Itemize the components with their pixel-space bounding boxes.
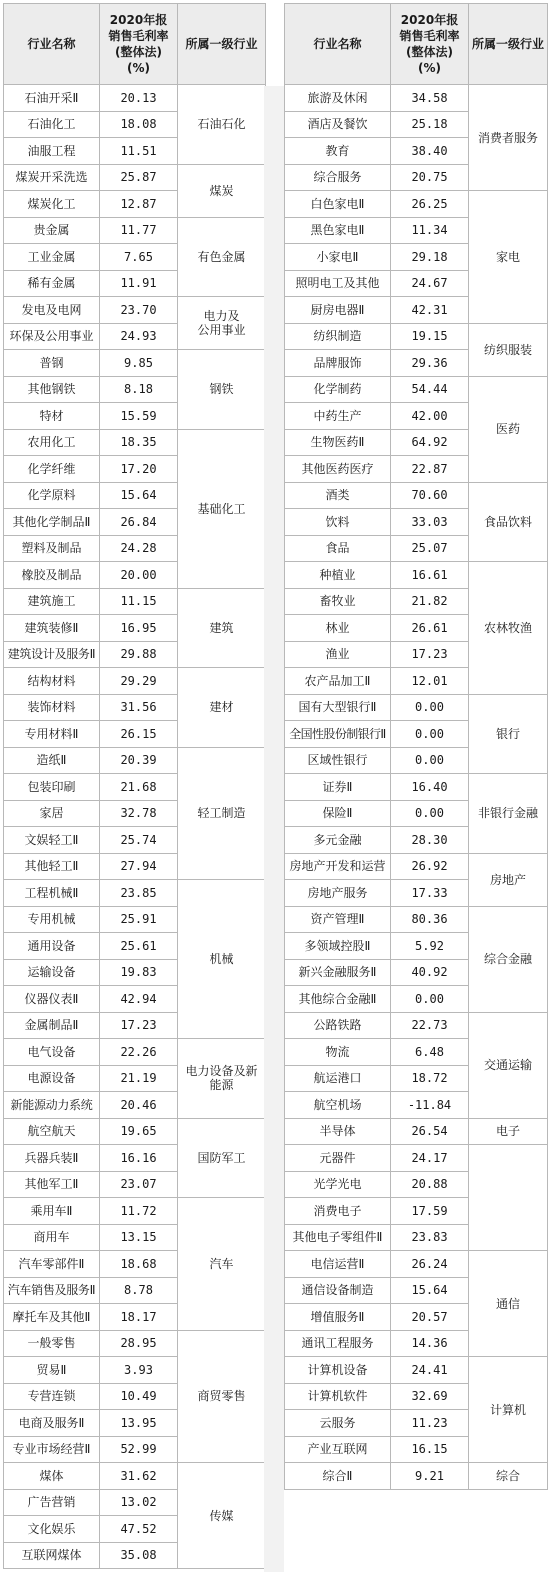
- industry-name-cell: 煤体: [4, 1463, 100, 1490]
- industry-name-cell: 乘用车Ⅱ: [4, 1198, 100, 1225]
- level1-industry-cell: 通信: [469, 1251, 548, 1357]
- gross-margin-cell: 20.39: [100, 747, 178, 774]
- header-level1-industry: 所属一级行业: [178, 4, 266, 85]
- gross-margin-cell: 26.61: [391, 615, 469, 642]
- industry-name-cell: 贵金属: [4, 217, 100, 244]
- industry-name-cell: 酒类: [285, 482, 391, 509]
- gross-margin-cell: 11.72: [100, 1198, 178, 1225]
- level1-industry-cell: 计算机: [469, 1357, 548, 1463]
- gross-margin-cell: 29.18: [391, 244, 469, 271]
- table-row: [4, 164, 266, 191]
- gross-margin-cell: 18.17: [100, 1304, 178, 1331]
- industry-name-cell: 专用材料Ⅱ: [4, 721, 100, 748]
- gross-margin-cell: 28.30: [391, 827, 469, 854]
- header-gross-margin: 2020年报 销售毛利率 (整体法) (%): [100, 4, 178, 85]
- industry-name-cell: 橡胶及制品: [4, 562, 100, 589]
- level1-industry-cell: 商贸零售: [178, 1330, 266, 1463]
- table-row: [4, 1198, 266, 1225]
- gross-margin-cell: 25.07: [391, 535, 469, 562]
- level1-industry-cell: 消费者服务: [469, 85, 548, 191]
- table-row: [285, 853, 548, 880]
- level1-industry-cell: 建筑: [178, 588, 266, 668]
- table-row: [285, 906, 548, 933]
- gross-margin-cell: 16.40: [391, 774, 469, 801]
- gross-margin-cell: 18.68: [100, 1251, 178, 1278]
- gross-margin-cell: 20.00: [100, 562, 178, 589]
- header-row: [4, 4, 266, 85]
- gross-margin-cell: 16.61: [391, 562, 469, 589]
- industry-name-cell: 多元金融: [285, 827, 391, 854]
- industry-name-cell: 增值服务Ⅱ: [285, 1304, 391, 1331]
- industry-name-cell: 运输设备: [4, 959, 100, 986]
- industry-name-cell: 生物医药Ⅱ: [285, 429, 391, 456]
- table-row: [285, 1357, 548, 1384]
- gross-margin-cell: 17.23: [100, 1012, 178, 1039]
- industry-name-cell: 新兴金融服务Ⅱ: [285, 959, 391, 986]
- industry-name-cell: 其他电子零组件Ⅱ: [285, 1224, 391, 1251]
- gross-margin-cell: 26.24: [391, 1251, 469, 1278]
- gross-margin-cell: 70.60: [391, 482, 469, 509]
- industry-name-cell: 渔业: [285, 641, 391, 668]
- gross-margin-cell: 25.91: [100, 906, 178, 933]
- industry-name-cell: 石油开采Ⅱ: [4, 85, 100, 112]
- gross-margin-cell: 23.70: [100, 297, 178, 324]
- gross-margin-cell: 24.67: [391, 270, 469, 297]
- gross-margin-cell: 24.93: [100, 323, 178, 350]
- gross-margin-cell: 26.84: [100, 509, 178, 536]
- industry-name-cell: 专营连锁: [4, 1383, 100, 1410]
- table-row: [4, 1330, 266, 1357]
- table-row: [285, 1145, 548, 1172]
- industry-name-cell: 农用化工: [4, 429, 100, 456]
- industry-name-cell: 其他化学制品Ⅱ: [4, 509, 100, 536]
- gross-margin-cell: 17.33: [391, 880, 469, 907]
- level1-industry-cell: 交通运输: [469, 1012, 548, 1118]
- industry-name-cell: 其他钢铁: [4, 376, 100, 403]
- industry-name-cell: 电气设备: [4, 1039, 100, 1066]
- gross-margin-cell: 31.62: [100, 1463, 178, 1490]
- industry-name-cell: 普钢: [4, 350, 100, 377]
- industry-name-cell: 公路铁路: [285, 1012, 391, 1039]
- gross-margin-cell: 11.51: [100, 138, 178, 165]
- industry-name-cell: 文娱轻工Ⅱ: [4, 827, 100, 854]
- table-row: [285, 562, 548, 589]
- gross-margin-cell: 35.08: [100, 1542, 178, 1569]
- table-row: [285, 376, 548, 403]
- level1-industry-cell: 电子: [469, 1118, 548, 1145]
- industry-name-cell: 环保及公用事业: [4, 323, 100, 350]
- gross-margin-cell: 15.64: [100, 482, 178, 509]
- gross-margin-cell: 12.01: [391, 668, 469, 695]
- table-row: [4, 880, 266, 907]
- gross-margin-cell: 11.91: [100, 270, 178, 297]
- table-row: [285, 85, 548, 112]
- table-row: [4, 1039, 266, 1066]
- right-table-body: [285, 85, 548, 1490]
- industry-name-cell: 煤炭化工: [4, 191, 100, 218]
- industry-name-cell: 仪器仪表Ⅱ: [4, 986, 100, 1013]
- level1-industry-cell: 银行: [469, 694, 548, 774]
- gross-margin-cell: 13.95: [100, 1410, 178, 1437]
- table-row: [4, 217, 266, 244]
- gross-margin-cell: 25.61: [100, 933, 178, 960]
- industry-name-cell: 一般零售: [4, 1330, 100, 1357]
- industry-name-cell: 纺织制造: [285, 323, 391, 350]
- gross-margin-cell: 31.56: [100, 694, 178, 721]
- industry-name-cell: 油服工程: [4, 138, 100, 165]
- gross-margin-cell: 6.48: [391, 1039, 469, 1066]
- gross-margin-cell: 22.26: [100, 1039, 178, 1066]
- industry-name-cell: 证券Ⅱ: [285, 774, 391, 801]
- gross-margin-cell: 27.94: [100, 853, 178, 880]
- table-row: [285, 1118, 548, 1145]
- gross-margin-cell: 29.29: [100, 668, 178, 695]
- industry-name-cell: 品牌服饰: [285, 350, 391, 377]
- header-row: [285, 4, 548, 85]
- industry-name-cell: 包装印刷: [4, 774, 100, 801]
- industry-name-cell: 计算机设备: [285, 1357, 391, 1384]
- level1-industry-cell: 房地产: [469, 853, 548, 906]
- industry-name-cell: 兵器兵装Ⅱ: [4, 1145, 100, 1172]
- gross-margin-cell: 16.15: [391, 1436, 469, 1463]
- gross-margin-cell: 32.69: [391, 1383, 469, 1410]
- industry-name-cell: 贸易Ⅱ: [4, 1357, 100, 1384]
- gross-margin-cell: 42.31: [391, 297, 469, 324]
- gross-margin-cell: 11.77: [100, 217, 178, 244]
- gross-margin-cell: 26.15: [100, 721, 178, 748]
- gross-margin-cell: 19.65: [100, 1118, 178, 1145]
- gross-margin-cell: 7.65: [100, 244, 178, 271]
- gross-margin-cell: 0.00: [391, 747, 469, 774]
- gross-margin-cell: 21.68: [100, 774, 178, 801]
- table-row: [285, 1251, 548, 1278]
- gross-margin-cell: 40.92: [391, 959, 469, 986]
- gross-margin-cell: 21.82: [391, 588, 469, 615]
- gross-margin-cell: 13.02: [100, 1489, 178, 1516]
- gross-margin-cell: 24.17: [391, 1145, 469, 1172]
- gross-margin-cell: 23.07: [100, 1171, 178, 1198]
- level1-industry-cell: 食品饮料: [469, 482, 548, 562]
- industry-name-cell: 电商及服务Ⅱ: [4, 1410, 100, 1437]
- right-table: [284, 3, 548, 1490]
- gross-margin-cell: 28.95: [100, 1330, 178, 1357]
- level1-industry-cell: 家电: [469, 191, 548, 324]
- gross-margin-cell: 8.18: [100, 376, 178, 403]
- table-row: [4, 588, 266, 615]
- industry-name-cell: 光学光电: [285, 1171, 391, 1198]
- table-row: [285, 191, 548, 218]
- industry-name-cell: 小家电Ⅱ: [285, 244, 391, 271]
- table-divider: [264, 86, 284, 1572]
- gross-margin-cell: 0.00: [391, 800, 469, 827]
- gross-margin-cell: 18.72: [391, 1065, 469, 1092]
- level1-industry-cell: 煤炭: [178, 164, 266, 217]
- gross-margin-cell: 29.88: [100, 641, 178, 668]
- industry-name-cell: 房地产服务: [285, 880, 391, 907]
- industry-name-cell: 专用机械: [4, 906, 100, 933]
- industry-name-cell: 其他综合金融Ⅱ: [285, 986, 391, 1013]
- industry-name-cell: 化学纤维: [4, 456, 100, 483]
- industry-name-cell: 建筑施工: [4, 588, 100, 615]
- table-row: [285, 694, 548, 721]
- industry-name-cell: 工业金属: [4, 244, 100, 271]
- gross-margin-cell: 25.74: [100, 827, 178, 854]
- industry-name-cell: 家居: [4, 800, 100, 827]
- industry-name-cell: 物流: [285, 1039, 391, 1066]
- industry-name-cell: 汽车销售及服务Ⅱ: [4, 1277, 100, 1304]
- industry-name-cell: 黑色家电Ⅱ: [285, 217, 391, 244]
- gross-margin-cell: 23.83: [391, 1224, 469, 1251]
- level1-industry-cell: 纺织服装: [469, 323, 548, 376]
- industry-name-cell: 产业互联网: [285, 1436, 391, 1463]
- level1-industry-cell: 传媒: [178, 1463, 266, 1569]
- left-table: [3, 3, 266, 1569]
- level1-industry-cell: 医药: [469, 376, 548, 482]
- industry-name-cell: 全国性股份制银行Ⅱ: [285, 721, 391, 748]
- industry-name-cell: 商用车: [4, 1224, 100, 1251]
- industry-name-cell: 国有大型银行Ⅱ: [285, 694, 391, 721]
- gross-margin-cell: 20.46: [100, 1092, 178, 1119]
- gross-margin-cell: 22.73: [391, 1012, 469, 1039]
- industry-name-cell: 厨房电器Ⅱ: [285, 297, 391, 324]
- table-row: [4, 350, 266, 377]
- gross-margin-cell: 0.00: [391, 694, 469, 721]
- gross-margin-cell: 18.08: [100, 111, 178, 138]
- industry-name-cell: 综合服务: [285, 164, 391, 191]
- level1-industry-cell: [469, 1145, 548, 1251]
- industry-name-cell: 稀有金属: [4, 270, 100, 297]
- table-row: [4, 297, 266, 324]
- gross-margin-cell: 9.85: [100, 350, 178, 377]
- industry-name-cell: 电信运营Ⅱ: [285, 1251, 391, 1278]
- gross-margin-cell: 17.23: [391, 641, 469, 668]
- industry-name-cell: 其他轻工Ⅱ: [4, 853, 100, 880]
- gross-margin-cell: 54.44: [391, 376, 469, 403]
- industry-name-cell: 化学制药: [285, 376, 391, 403]
- level1-industry-cell: 基础化工: [178, 429, 266, 588]
- gross-margin-cell: 20.13: [100, 85, 178, 112]
- header-industry-name: 行业名称: [285, 4, 391, 85]
- industry-name-cell: 汽车零部件Ⅱ: [4, 1251, 100, 1278]
- gross-margin-cell: 5.92: [391, 933, 469, 960]
- gross-margin-cell: -11.84: [391, 1092, 469, 1119]
- gross-margin-cell: 34.58: [391, 85, 469, 112]
- industry-name-cell: 畜牧业: [285, 588, 391, 615]
- gross-margin-cell: 11.23: [391, 1410, 469, 1437]
- industry-name-cell: 资产管理Ⅱ: [285, 906, 391, 933]
- industry-name-cell: 饮料: [285, 509, 391, 536]
- industry-name-cell: 旅游及休闲: [285, 85, 391, 112]
- gross-margin-cell: 21.19: [100, 1065, 178, 1092]
- industry-name-cell: 新能源动力系统: [4, 1092, 100, 1119]
- industry-name-cell: 文化娱乐: [4, 1516, 100, 1543]
- level1-industry-cell: 电力及 公用事业: [178, 297, 266, 350]
- header-gross-margin: 2020年报 销售毛利率 (整体法) (%): [391, 4, 469, 85]
- table-row: [285, 1012, 548, 1039]
- industry-name-cell: 装饰材料: [4, 694, 100, 721]
- gross-margin-cell: 10.49: [100, 1383, 178, 1410]
- gross-margin-cell: 11.34: [391, 217, 469, 244]
- gross-margin-cell: 32.78: [100, 800, 178, 827]
- industry-name-cell: 专业市场经营Ⅱ: [4, 1436, 100, 1463]
- industry-name-cell: 广告营销: [4, 1489, 100, 1516]
- industry-name-cell: 化学原料: [4, 482, 100, 509]
- industry-name-cell: 发电及电网: [4, 297, 100, 324]
- gross-margin-cell: 13.15: [100, 1224, 178, 1251]
- level1-industry-cell: 轻工制造: [178, 747, 266, 880]
- industry-name-cell: 建筑装修Ⅱ: [4, 615, 100, 642]
- gross-margin-cell: 20.88: [391, 1171, 469, 1198]
- table-row: [4, 668, 266, 695]
- industry-name-cell: 煤炭开采洗选: [4, 164, 100, 191]
- level1-industry-cell: 有色金属: [178, 217, 266, 297]
- table-row: [4, 1463, 266, 1490]
- industry-name-cell: 计算机软件: [285, 1383, 391, 1410]
- level1-industry-cell: 综合金融: [469, 906, 548, 1012]
- gross-margin-cell: 3.93: [100, 1357, 178, 1384]
- level1-industry-cell: 汽车: [178, 1198, 266, 1331]
- gross-margin-cell: 17.59: [391, 1198, 469, 1225]
- gross-margin-cell: 64.92: [391, 429, 469, 456]
- table-row: [4, 85, 266, 112]
- gross-margin-cell: 0.00: [391, 986, 469, 1013]
- gross-margin-cell: 17.20: [100, 456, 178, 483]
- table-row: [4, 429, 266, 456]
- industry-name-cell: 食品: [285, 535, 391, 562]
- industry-name-cell: 通用设备: [4, 933, 100, 960]
- gross-margin-cell: 9.21: [391, 1463, 469, 1490]
- gross-margin-cell: 52.99: [100, 1436, 178, 1463]
- table-row: [285, 482, 548, 509]
- gross-margin-cell: 26.92: [391, 853, 469, 880]
- industry-name-cell: 照明电工及其他: [285, 270, 391, 297]
- level1-industry-cell: 农林牧渔: [469, 562, 548, 695]
- level1-industry-cell: 建材: [178, 668, 266, 748]
- industry-name-cell: 航运港口: [285, 1065, 391, 1092]
- level1-industry-cell: 综合: [469, 1463, 548, 1490]
- table-row: [4, 1118, 266, 1145]
- level1-industry-cell: 机械: [178, 880, 266, 1039]
- industry-name-cell: 塑料及制品: [4, 535, 100, 562]
- gross-margin-cell: 22.87: [391, 456, 469, 483]
- industry-name-cell: 综合Ⅱ: [285, 1463, 391, 1490]
- industry-name-cell: 其他军工Ⅱ: [4, 1171, 100, 1198]
- industry-name-cell: 保险Ⅱ: [285, 800, 391, 827]
- gross-margin-cell: 33.03: [391, 509, 469, 536]
- gross-margin-cell: 15.59: [100, 403, 178, 430]
- gross-margin-cell: 14.36: [391, 1330, 469, 1357]
- gross-margin-cell: 26.54: [391, 1118, 469, 1145]
- gross-margin-cell: 23.85: [100, 880, 178, 907]
- gross-margin-cell: 18.35: [100, 429, 178, 456]
- gross-margin-cell: 19.83: [100, 959, 178, 986]
- industry-name-cell: 通讯工程服务: [285, 1330, 391, 1357]
- gross-margin-cell: 25.18: [391, 111, 469, 138]
- industry-name-cell: 农产品加工Ⅱ: [285, 668, 391, 695]
- gross-margin-cell: 29.36: [391, 350, 469, 377]
- industry-name-cell: 电源设备: [4, 1065, 100, 1092]
- gross-margin-cell: 24.28: [100, 535, 178, 562]
- industry-name-cell: 房地产开发和运营: [285, 853, 391, 880]
- industry-name-cell: 通信设备制造: [285, 1277, 391, 1304]
- level1-industry-cell: 非银行金融: [469, 774, 548, 854]
- industry-name-cell: 互联网煤体: [4, 1542, 100, 1569]
- gross-margin-cell: 16.16: [100, 1145, 178, 1172]
- industry-name-cell: 石油化工: [4, 111, 100, 138]
- gross-margin-cell: 42.00: [391, 403, 469, 430]
- industry-name-cell: 航空机场: [285, 1092, 391, 1119]
- industry-name-cell: 云服务: [285, 1410, 391, 1437]
- industry-name-cell: 教育: [285, 138, 391, 165]
- gross-margin-cell: 15.64: [391, 1277, 469, 1304]
- industry-name-cell: 种植业: [285, 562, 391, 589]
- table-row: [285, 1463, 548, 1490]
- industry-name-cell: 建筑设计及服务Ⅱ: [4, 641, 100, 668]
- industry-name-cell: 航空航天: [4, 1118, 100, 1145]
- table-row: [4, 747, 266, 774]
- industry-name-cell: 元器件: [285, 1145, 391, 1172]
- industry-name-cell: 工程机械Ⅱ: [4, 880, 100, 907]
- industry-name-cell: 酒店及餐饮: [285, 111, 391, 138]
- industry-name-cell: 特材: [4, 403, 100, 430]
- industry-name-cell: 多领域控股Ⅱ: [285, 933, 391, 960]
- table-row: [285, 323, 548, 350]
- industry-name-cell: 其他医药医疗: [285, 456, 391, 483]
- industry-name-cell: 结构材料: [4, 668, 100, 695]
- gross-margin-cell: 20.57: [391, 1304, 469, 1331]
- gross-margin-cell: 47.52: [100, 1516, 178, 1543]
- gross-margin-cell: 80.36: [391, 906, 469, 933]
- gross-margin-cell: 19.15: [391, 323, 469, 350]
- gross-margin-cell: 8.78: [100, 1277, 178, 1304]
- header-level1-industry: 所属一级行业: [469, 4, 548, 85]
- left-table-body: [4, 85, 266, 1569]
- gross-margin-cell: 24.41: [391, 1357, 469, 1384]
- industry-name-cell: 半导体: [285, 1118, 391, 1145]
- gross-margin-cell: 12.87: [100, 191, 178, 218]
- table-row: [285, 774, 548, 801]
- gross-margin-cell: 11.15: [100, 588, 178, 615]
- industry-name-cell: 林业: [285, 615, 391, 642]
- industry-name-cell: 白色家电Ⅱ: [285, 191, 391, 218]
- gross-margin-cell: 0.00: [391, 721, 469, 748]
- industry-name-cell: 中药生产: [285, 403, 391, 430]
- industry-name-cell: 摩托车及其他Ⅱ: [4, 1304, 100, 1331]
- level1-industry-cell: 钢铁: [178, 350, 266, 430]
- industry-name-cell: 造纸Ⅱ: [4, 747, 100, 774]
- header-industry-name: 行业名称: [4, 4, 100, 85]
- gross-margin-cell: 20.75: [391, 164, 469, 191]
- gross-margin-cell: 16.95: [100, 615, 178, 642]
- level1-industry-cell: 石油石化: [178, 85, 266, 165]
- gross-margin-cell: 26.25: [391, 191, 469, 218]
- level1-industry-cell: 电力设备及新 能源: [178, 1039, 266, 1119]
- gross-margin-cell: 25.87: [100, 164, 178, 191]
- industry-name-cell: 消费电子: [285, 1198, 391, 1225]
- level1-industry-cell: 国防军工: [178, 1118, 266, 1198]
- gross-margin-cell: 38.40: [391, 138, 469, 165]
- gross-margin-cell: 42.94: [100, 986, 178, 1013]
- industry-name-cell: 金属制品Ⅱ: [4, 1012, 100, 1039]
- industry-name-cell: 区域性银行: [285, 747, 391, 774]
